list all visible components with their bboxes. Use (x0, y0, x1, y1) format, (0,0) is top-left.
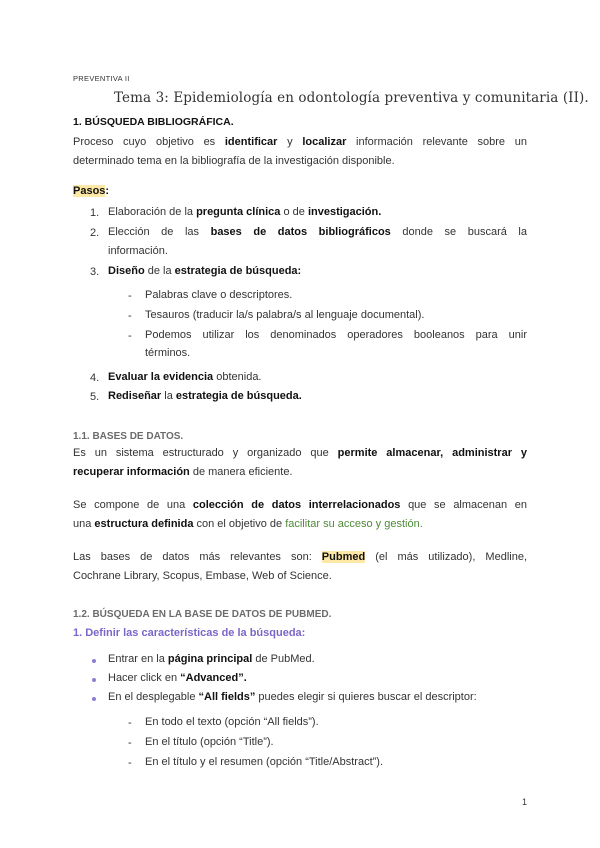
dash-marker: - (128, 290, 132, 302)
subsection-heading-caracteristicas: 1. Definir las características de la búsqueda: (73, 627, 306, 639)
step-number: 4. (90, 372, 100, 384)
step-number: 3. (90, 266, 100, 278)
dash-marker: - (128, 310, 132, 322)
page-title: Tema 3: Epidemiología en odontología preventiva y comunitaria (II). (114, 90, 589, 106)
bases-paragraph2-line2: una estructura definida con el objetivo de facilitar su acceso y gestión. (73, 518, 423, 530)
sub-item: Tesauros (traducir la/s palabra/s al lenguaje documental). (145, 309, 425, 321)
sub-item: Podemos utilizar los denominados operadores booleanos para unir (145, 329, 527, 341)
step-item: Rediseñar la estrategia de búsqueda. (108, 390, 302, 402)
bases-paragraph3-line1: Las bases de datos más relevantes son: Pubmed (el más utilizado), Medline, (73, 551, 527, 563)
step-item-line2: información. (108, 245, 168, 257)
bases-paragraph1-line2: recuperar información de manera eficiente. (73, 466, 293, 478)
step-item: Evaluar la evidencia obtenida. (108, 371, 262, 383)
intro-paragraph-line1: Proceso cuyo objetivo es identificar y localizar información relevante sobre un (73, 136, 527, 148)
bullet-marker (92, 659, 96, 663)
dash-marker: - (128, 737, 132, 749)
bullet-marker (92, 678, 96, 682)
section-heading-bases-datos: 1.1. BASES DE DATOS. (73, 431, 184, 442)
step-number: 2. (90, 227, 100, 239)
step-number: 1. (90, 207, 100, 219)
bullet-marker (92, 697, 96, 701)
course-label: PREVENTIVA II (73, 74, 130, 83)
section-heading-pubmed: 1.2. BÚSQUEDA EN LA BASE DE DATOS DE PUBMED. (73, 609, 332, 620)
sub-item: Palabras clave o descriptores. (145, 289, 293, 301)
step-item: Diseño de la estrategia de búsqueda: (108, 265, 302, 277)
bullet-item: En el desplegable “All fields” puedes elegir si quieres buscar el descriptor: (108, 691, 477, 703)
bases-paragraph3-line2: Cochrane Library, Scopus, Embase, Web of Science. (73, 570, 332, 582)
bases-paragraph2-line1: Se compone de una colección de datos interrelacionados que se almacenan en (73, 499, 528, 511)
sub-bullet-item: En el título y el resumen (opción “Title/Abstract”). (145, 756, 384, 768)
steps-label: Pasos: (73, 185, 110, 197)
bases-paragraph1-line1: Es un sistema estructurado y organizado que permite almacenar, administrar y (73, 447, 527, 459)
sub-item-line2: términos. (145, 347, 191, 359)
dash-marker: - (128, 757, 132, 769)
sub-bullet-item: En el título (opción “Title”). (145, 736, 274, 748)
intro-paragraph-line2: determinado tema en la bibliografía de la investigación disponible. (73, 155, 395, 167)
step-item: Elaboración de la pregunta clínica o de investigación. (108, 206, 382, 218)
dash-marker: - (128, 330, 132, 342)
bullet-item: Entrar en la página principal de PubMed. (108, 653, 315, 665)
step-item: Elección de las bases de datos bibliográficos donde se buscará la (108, 226, 527, 238)
sub-bullet-item: En todo el texto (opción “All fields”). (145, 716, 319, 728)
bullet-item: Hacer click en “Advanced”. (108, 672, 247, 684)
page-number: 1 (522, 797, 528, 807)
step-number: 5. (90, 391, 100, 403)
dash-marker: - (128, 717, 132, 729)
section-heading-busqueda: 1. BÚSQUEDA BIBLIOGRÁFICA. (73, 116, 234, 128)
